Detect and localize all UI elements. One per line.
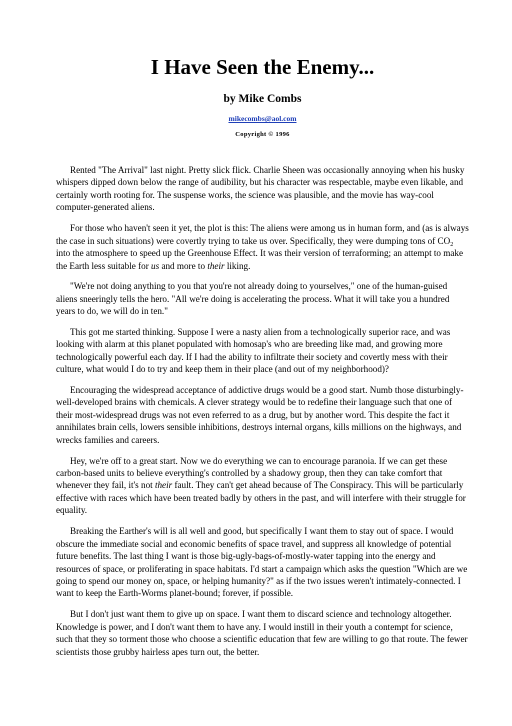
emphasis-their: their (207, 260, 225, 271)
paragraph-7: Breaking the Earther's will is all well and good, but specifically I want them to stay out of space. I would obscure the immediate social and economic benefits of space travel, and suppress all knowledge of potential future benefits. The last thing I want is those big-ugly-bags-of-mostly-water tapping into the energy and resources of space, or proliferating in space habitats. I'd start a campaign which asks the question "Which are we going to spend our money on, space, or helping humanity?" as if the two issues weren't intimately-connected. I want to keep the Earth-Worms planet-bound; forever, if possible. (56, 526, 468, 599)
emphasis-us: us (151, 260, 160, 271)
author-byline: by Mike Combs (223, 93, 302, 105)
paragraph-3: "We're not doing anything to you that you're not already doing to yourselves," one of the human-guised aliens sneeringly tells the hero. "All we're doing is accelerating the process. What it will take you a hundred years to do, we will do in ten." (56, 281, 450, 316)
email-link[interactable]: mikecombs@aol.com (228, 114, 297, 123)
author-email (56, 114, 469, 124)
copyright-notice: Copyright © 1996 (235, 131, 290, 138)
subscript-2: 2 (450, 241, 454, 248)
paragraph-2-text-b: into the atmosphere to speed up the Greenhouse Effect. It was their version of terraforming; an attempt to make the Earth less suitable for (56, 248, 464, 271)
paragraph-6-text-a: Hey, we're off to a great start. Now we do everything we can to encourage paranoia. If we can get these carbon-based units to believe everything's controlled by a shadowy group, then they can take comfort that whenever they fail, it's not (56, 455, 448, 491)
paragraph-6-text-b: fault. They can't get ahead because of The Conspiracy. This will be particularly effective with races which have been treated badly by others in the past, and will interfere with their struggle for equality. (56, 480, 466, 516)
paragraph-2-text-a: For those who haven't seen it yet, the plot is this: The aliens were among us in human form, and (as is always the case in such situations) were covertly trying to take us over. Specifically, they were dumping tons of CO (56, 223, 469, 246)
page-title: I Have Seen the Enemy... (150, 55, 375, 79)
paragraph-2-text-d: liking. (224, 260, 251, 271)
paragraph-1: Rented "The Arrival" last night. Pretty slick flick. Charlie Sheen was occasionally annoying when his husky whispers dipped down below the range of audibility, but his character was respectable, maybe even likable, and certainly worth rooting for. The suspense works, the science was plausible, and the movie has way-cool computer-generated aliens. (56, 165, 465, 213)
paragraph-6 (56, 455, 469, 517)
paragraph-2-text-c: and more to (159, 260, 208, 271)
emphasis-their-fault: their (154, 480, 173, 491)
paragraph-2 (56, 222, 469, 272)
article-body (56, 164, 469, 658)
paragraph-8: But I don't just want them to give up on space. I want them to discard science and technology altogether. Knowledge is power, and I don't want them to have any. I would instill in their youth a contempt for science, such that they so torment those who choose a scientific education that few are willing to go that route. The fewer scientists those grubby hairless apes turn out, the better. (56, 609, 468, 657)
paragraph-4: This got me started thinking. Suppose I were a nasty alien from a technologically superior race, and was looking with alarm at this planet populated with homosap's who are breeding like mad, and growing more technologically powerful each day. If I had the ability to infiltrate their society and covertly mess with their culture, what would I do to try and keep them in their place (and out of my neighborhood)? (56, 326, 451, 375)
paragraph-5: Encouraging the widespread acceptance of addictive drugs would be a good start. Numb those disturbingly-well-developed brains with chemicals. A clever strategy would be to redefine their language such that one of their most-widespread drugs was not even referred to as a drug, but by another word. This despite the fact it annihilates brain cells, lowers sensible inhibitions, destroys internal organs, kills millions on the highways, and wrecks families and careers. (56, 384, 464, 445)
